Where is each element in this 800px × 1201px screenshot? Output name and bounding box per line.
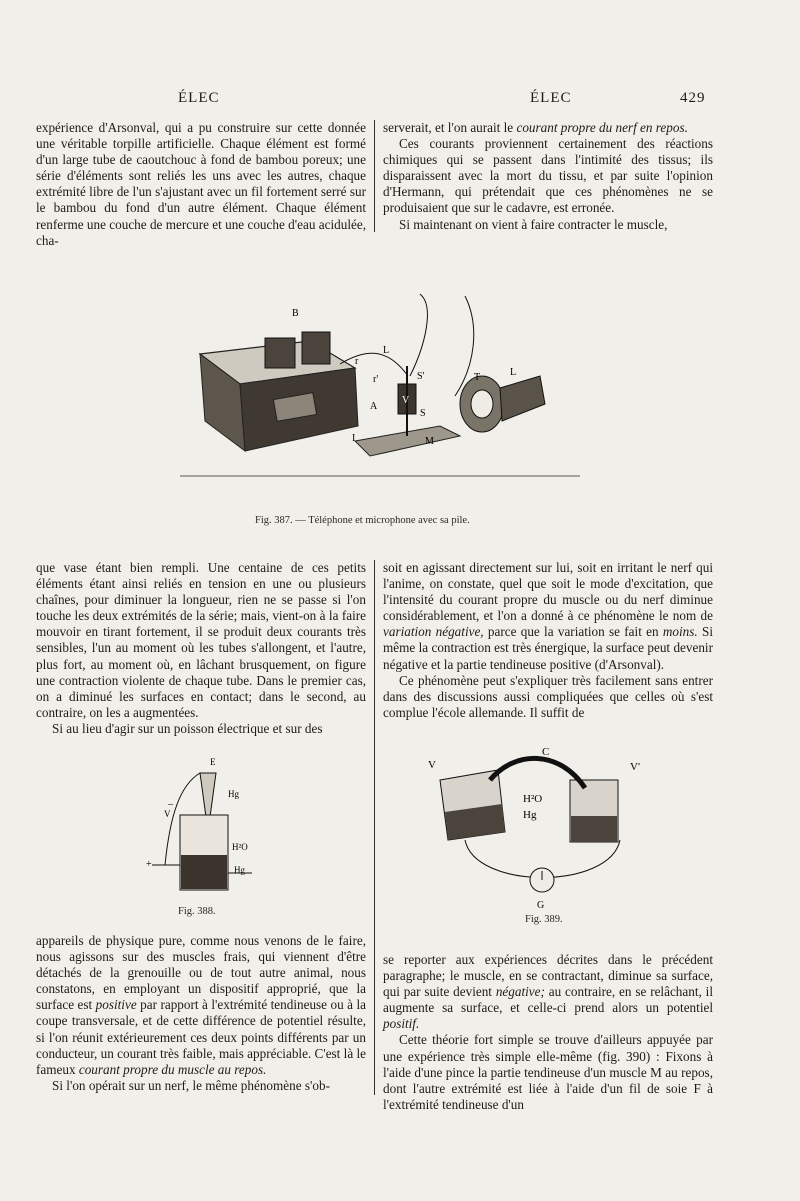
column-left-top	[36, 120, 366, 249]
fig389-label: C	[542, 746, 550, 758]
figure-387-telephone-microphone	[180, 276, 600, 496]
fig389-label: Hg	[523, 809, 537, 821]
fig387-label: L	[510, 367, 517, 378]
paragraph: soit en agissant directement sur lui, soit en irritant le nerf qui l'anime, on constate, quel que soit le mode d'excitation, que l'intensité du courant propre du muscle ou du nerf diminue considérablement, et l'on a donné à ce phénomène le nom de variation négative, parce que la variation se fait en moins. Si même la contraction est très énergique, la surface peut devenir négative et la partie tendineuse positive (d'Arsonval).	[383, 560, 713, 672]
fig388-label: E	[210, 757, 216, 767]
fig388-label: +	[146, 859, 152, 870]
figure-388-caption: Fig. 388.	[178, 906, 216, 917]
fig389-label: G	[537, 900, 545, 911]
running-head-center: ÉLEC	[530, 90, 572, 106]
figure-389-apparatus	[420, 740, 660, 915]
fig387-label: A	[370, 401, 378, 412]
fig389-label: H²O	[523, 793, 543, 805]
paragraph: appareils de physique pure, comme nous venons de le faire, nous agissons sur des muscles frais, qui viennent d'être détachés de la grenouille ou de tout autre animal, nous constatons, en employant un dispositif approprié, que la surface est positive par rapport à l'extrémité tendineuse ou à la coupe transversale, et de cette différence de potentiel résulte, si l'on réunit extérieurement ces deux points différents par un conducteur, un courant très faible, mais appréciable. C'est là le fameux courant propre du muscle au repos.	[36, 933, 366, 1077]
fig387-label: V	[402, 395, 410, 406]
paragraph: Cette théorie fort simple se trouve d'ailleurs appuyée par une expérience très simple elle-même (fig. 390) : Fixons à l'aide d'une pince la partie tendineuse d'un muscle M au repos, dont l'autre extrémité est liée à l'aide d'un fil de soie F à l'extrémité tendineuse d'un	[383, 1032, 713, 1112]
paragraph: Ces courants proviennent certainement des réactions chimiques qui se passent dans l'intimité des tissus; ils disparaissent avec la mort du tissu, et par suite l'opinion d'Hermann, qui prétendait que ces phénomènes ne se produisaient que sur le cadavre, est erronée.	[383, 136, 713, 216]
paragraph: serverait, et l'on aurait le courant propre du nerf en repos.	[383, 120, 688, 135]
column-right-middle	[383, 560, 713, 721]
fig388-label: Hg	[228, 789, 239, 799]
fig387-label: S'	[417, 371, 425, 382]
figure-388-apparatus	[140, 755, 340, 905]
fig388-label: V	[164, 809, 171, 819]
fig387-label: S	[420, 408, 426, 419]
running-head-left: ÉLEC	[178, 90, 220, 106]
fig388-label: Hg	[234, 865, 245, 875]
figure-387-caption: Fig. 387. — Téléphone et microphone avec sa pile.	[255, 515, 470, 526]
paragraph: expérience d'Arsonval, qui a pu construire sur cette donnée une véritable torpille artificielle. Chaque élément est formé d'un large tube de caoutchouc à fond de bambou poreux; une série d'éléments sont reliés les uns avec les autres, chaque extrémité libre de l'un s'ajustant avec un fil fortement serré sur le bambou du fond d'un autre élément. Chaque élément renferme une couche de mercure et une couche d'eau acidulée, cha-	[36, 120, 366, 248]
column-left-bottom	[36, 933, 366, 1094]
paragraph: que vase étant bien rempli. Une centaine de ces petits éléments étant ainsi reliés en tension en une ou plusieurs chaînes, pour diminuer la longueur, rien ne se passe si l'on touche les deux extrémités de la série; mais, vient-on à la faire mouvoir en tirant fortement, il se produit deux courants très sensibles, l'un au moment où les tubes s'allongent, et l'autre, plus fort, au moment où, en lâchant brusquement, on figure une contraction violente de chaque tube. Dans le premier cas, on a diminué les surfaces en contact; dans le second, au contraire, on les a augmentées.	[36, 560, 366, 720]
column-divider	[374, 560, 375, 1095]
fig387-label: L	[383, 345, 390, 356]
column-right-bottom	[383, 952, 713, 1113]
fig387-label: r'	[373, 374, 379, 385]
figure-389-caption: Fig. 389.	[525, 914, 563, 925]
page-number: 429	[680, 90, 706, 106]
fig387-label: B	[292, 308, 299, 319]
column-left-middle	[36, 560, 366, 737]
paragraph: Si maintenant on vient à faire contracter le muscle,	[399, 216, 668, 232]
fig389-label: V'	[630, 761, 640, 773]
fig388-label: H²O	[232, 842, 248, 852]
paragraph: Si au lieu d'agir sur un poisson électrique et sur des	[52, 720, 323, 736]
fig387-label: M	[425, 436, 434, 447]
column-divider	[374, 120, 375, 232]
fig388-label: –	[168, 799, 173, 810]
fig387-label: T	[474, 372, 481, 383]
fig389-label: V	[428, 759, 436, 771]
fig387-label: r	[355, 356, 359, 367]
paragraph: se reporter aux expériences décrites dans le précédent paragraphe; le muscle, en se contractant, diminue sa surface, qui par suite devient négative; au contraire, en se relâchant, il augmente sa surface, et celle-ci prend alors un potentiel positif.	[383, 952, 713, 1032]
paragraph: Ce phénomène peut s'expliquer très facilement sans entrer dans des discussions aussi compliquées que celles où s'est complue l'école allemande. Il suffit de	[383, 672, 713, 720]
column-right-top	[383, 120, 713, 233]
paragraph: Si l'on opérait sur un nerf, le même phénomène s'ob-	[52, 1077, 330, 1093]
fig387-label: I	[352, 433, 356, 444]
